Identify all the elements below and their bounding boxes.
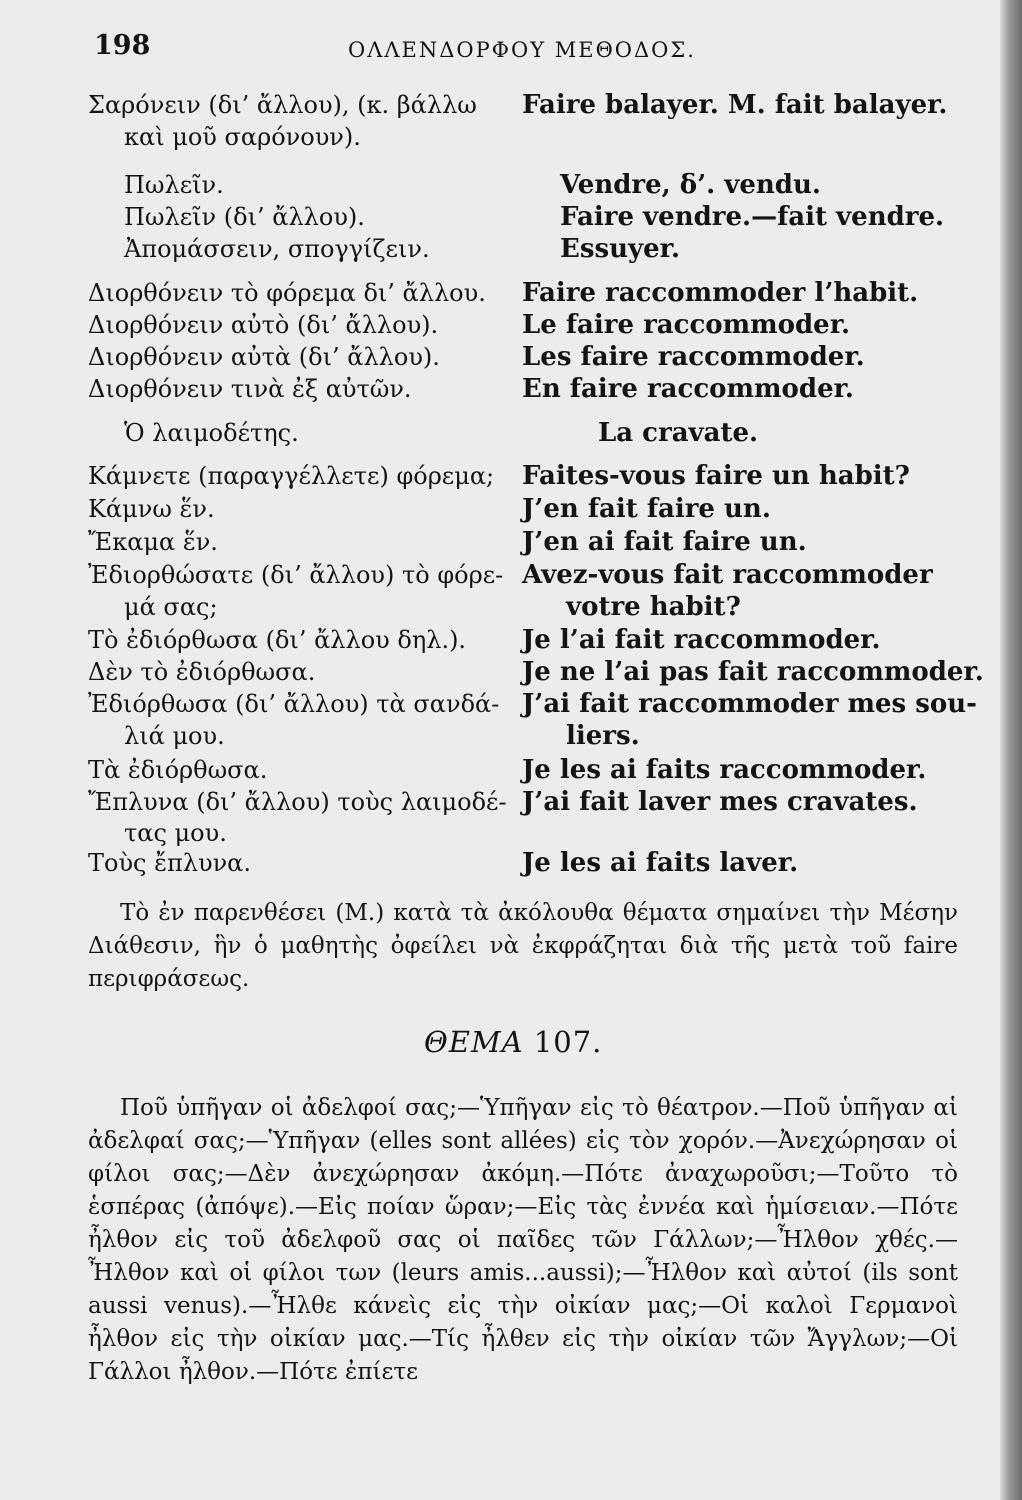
running-title: ΟΛΛΕΝΔΟΡΦΟΥ ΜΕΘΟΔΟΣ. [348, 38, 696, 62]
greek-phrase: Ἐδιόρθωσα (δι’ ἄλλου) τὰ σανδά- [88, 690, 500, 718]
french-phrase: J’en fait faire un. [522, 494, 771, 524]
greek-phrase: Διορθόνειν τὸ φόρεμα δι’ ἄλλου. [88, 279, 486, 307]
french-phrase-continuation: votre habit? [566, 592, 741, 622]
exercise-text: Ποῦ ὑπῆγαν οἱ ἀδελφοί σας;—Ὑπῆγαν εἰς τὸ θέατρον.—Ποῦ ὑπῆγαν αἱ ἀδελφαί σας;—Ὑπῆγαν (elles sont allées) εἰς τὸν χορόν.—Ἀνεχώρησαν οἱ φίλοι σας;—Δὲν ἀνεχώρησαν ἀκόμη.—Πότε ἀναχωροῦσι;—Τοῦτο τὸ ἑσπέρας (ἀπόψε).—Εἰς ποίαν ὥραν;—Εἰς τὰς ἐννέα καὶ ἡμίσειαν.—Πότε ἦλθον εἰς τοῦ ἀδελφοῦ σας οἱ παῖδες τῶν Γάλλων;—Ἦλθον χθές.—Ἦλθον καὶ οἱ φίλοι των (leurs amis...aussi);—Ἦλθον καὶ αὐτοί (ils sont aussi venus).—Ἦλθε κάνεὶς εἰς τὴν οἰκίαν μας;—Οἱ καλοὶ Γερμανοὶ ἦλθον εἰς τὴν οἰκίαν μας.—Τίς ἦλθεν εἰς τὴν οἰκίαν τῶν Ἄγγλων;—Οἱ Γάλλοι ἦλθον.—Πότε ἐπίετε [88, 1095, 958, 1385]
french-phrase: J’en ai fait faire un. [522, 527, 807, 557]
french-phrase: Je les ai faits laver. [522, 848, 799, 878]
page-number: 198 [94, 30, 151, 61]
greek-phrase: Διορθόνειν αὐτὰ (δι’ ἄλλου). [88, 343, 440, 371]
french-phrase: Vendre, δ’. vendu. [560, 170, 821, 200]
theme-label: ΘΕΜΑ [424, 1025, 524, 1059]
french-phrase: En faire raccommoder. [522, 374, 854, 404]
greek-phrase-continuation: καὶ μοῦ σαρόνουν). [124, 123, 361, 151]
french-phrase: Essuyer. [560, 234, 681, 264]
greek-phrase: Πωλεῖν. [124, 171, 224, 199]
french-phrase: Faites-vous faire un habit? [522, 461, 910, 491]
greek-phrase: Κάμνω ἕν. [88, 495, 215, 523]
french-phrase: Je les ai faits raccommoder. [522, 755, 927, 785]
greek-phrase: Σαρόνειν (δι’ ἄλλου), (κ. βάλλω [88, 91, 477, 119]
usage-note: Τὸ ἐν παρενθέσει (Μ.) κατὰ τὰ ἀκόλουθα θέματα σημαίνει τὴν Μέσην Διάθεσιν, ἣν ὁ μαθητὴς ὀφείλει νὰ ἐκφράζηται διὰ τῆς μετὰ τοῦ faire περιφράσεως. [88, 900, 958, 992]
french-phrase: J’ai fait laver mes cravates. [522, 787, 918, 817]
greek-phrase: Πωλεῖν (δι’ ἄλλου). [124, 203, 365, 231]
greek-phrase: Διορθόνειν αὐτὸ (δι’ ἄλλου). [88, 311, 439, 339]
page-gutter [1000, 0, 1022, 1500]
theme-number: 107. [533, 1025, 603, 1059]
french-phrase: La cravate. [598, 418, 759, 448]
greek-phrase: Δὲν τὸ ἐδιόρθωσα. [88, 658, 316, 686]
greek-phrase-continuation: τας μου. [124, 819, 227, 847]
french-phrase-continuation: liers. [566, 721, 640, 751]
greek-phrase: Ἔπλυνα (δι’ ἄλλου) τοὺς λαιμοδέ- [88, 788, 507, 816]
french-phrase: Je ne l’ai pas fait raccommoder. [522, 657, 984, 687]
greek-phrase: Τοὺς ἔπλυνα. [88, 849, 251, 877]
exercise-heading [424, 1025, 602, 1059]
greek-phrase: Ἀπομάσσειν, σπογγίζειν. [124, 235, 430, 263]
greek-phrase: Τὰ ἐδιόρθωσα. [88, 756, 268, 784]
french-phrase: Je l’ai fait raccommoder. [522, 625, 881, 655]
greek-phrase-continuation: μά σας; [124, 593, 218, 621]
french-phrase: Faire vendre.—fait vendre. [560, 202, 945, 232]
french-phrase: Faire balayer. M. fait balayer. [522, 90, 948, 120]
french-phrase: J’ai fait raccommoder mes sou- [522, 689, 977, 719]
greek-phrase: Ὁ λαιμοδέτης. [124, 419, 299, 447]
greek-phrase: Ἐδιορθώσατε (δι’ ἄλλου) τὸ φόρε- [88, 561, 504, 589]
greek-phrase: Ἔκαμα ἕν. [88, 528, 218, 556]
french-phrase: Faire raccommoder l’habit. [522, 278, 919, 308]
greek-phrase-continuation: λιά μου. [124, 722, 225, 750]
french-phrase: Le faire raccommoder. [522, 310, 851, 340]
french-phrase: Avez-vous fait raccommoder [522, 560, 933, 590]
greek-phrase: Τὸ ἐδιόρθωσα (δι’ ἄλλου δηλ.). [88, 626, 467, 654]
greek-phrase: Κάμνετε (παραγγέλλετε) φόρεμα; [88, 462, 495, 490]
greek-phrase: Διορθόνειν τινὰ ἐξ αὐτῶν. [88, 375, 412, 403]
french-phrase: Les faire raccommoder. [522, 342, 865, 372]
